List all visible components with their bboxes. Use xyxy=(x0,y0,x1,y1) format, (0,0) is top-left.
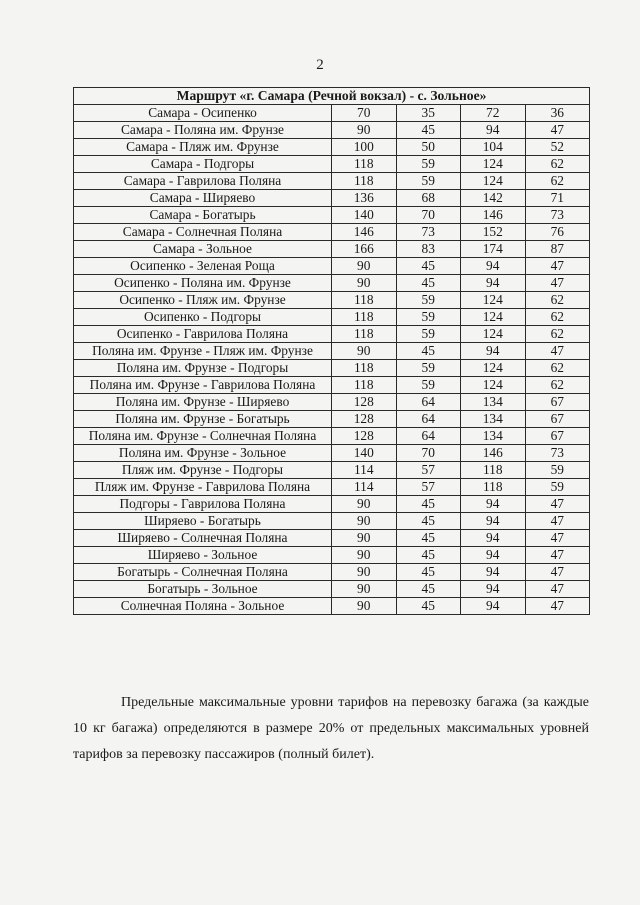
table-row xyxy=(74,224,590,241)
value-cell-3: 124 xyxy=(461,377,526,394)
route-cell: Самара - Гаврилова Поляна xyxy=(74,173,332,190)
value-cell-1: 90 xyxy=(332,564,397,581)
value-cell-1: 118 xyxy=(332,309,397,326)
route-cell: Поляна им. Фрунзе - Подгоры xyxy=(74,360,332,377)
table-row xyxy=(74,513,590,530)
route-cell: Поляна им. Фрунзе - Ширяево xyxy=(74,394,332,411)
value-cell-1: 90 xyxy=(332,530,397,547)
value-cell-3: 118 xyxy=(461,462,526,479)
value-cell-3: 94 xyxy=(461,343,526,360)
table-row xyxy=(74,360,590,377)
route-cell: Самара - Осипенко xyxy=(74,105,332,122)
value-cell-3: 124 xyxy=(461,360,526,377)
value-cell-3: 94 xyxy=(461,598,526,615)
value-cell-4: 47 xyxy=(525,343,590,360)
value-cell-3: 94 xyxy=(461,581,526,598)
table-row xyxy=(74,377,590,394)
route-cell: Самара - Солнечная Поляна xyxy=(74,224,332,241)
table-row xyxy=(74,581,590,598)
value-cell-1: 90 xyxy=(332,496,397,513)
value-cell-3: 124 xyxy=(461,173,526,190)
value-cell-2: 64 xyxy=(396,411,461,428)
value-cell-1: 166 xyxy=(332,241,397,258)
value-cell-1: 90 xyxy=(332,122,397,139)
value-cell-1: 118 xyxy=(332,326,397,343)
route-cell: Самара - Пляж им. Фрунзе xyxy=(74,139,332,156)
route-cell: Самара - Подгоры xyxy=(74,156,332,173)
value-cell-2: 50 xyxy=(396,139,461,156)
value-cell-4: 62 xyxy=(525,360,590,377)
value-cell-1: 90 xyxy=(332,343,397,360)
value-cell-3: 124 xyxy=(461,156,526,173)
table-row xyxy=(74,258,590,275)
route-cell: Богатырь - Солнечная Поляна xyxy=(74,564,332,581)
value-cell-2: 59 xyxy=(396,173,461,190)
value-cell-3: 146 xyxy=(461,445,526,462)
value-cell-4: 62 xyxy=(525,326,590,343)
value-cell-3: 134 xyxy=(461,411,526,428)
value-cell-2: 45 xyxy=(396,547,461,564)
route-cell: Ширяево - Зольное xyxy=(74,547,332,564)
value-cell-4: 73 xyxy=(525,445,590,462)
value-cell-3: 104 xyxy=(461,139,526,156)
value-cell-2: 70 xyxy=(396,207,461,224)
value-cell-4: 87 xyxy=(525,241,590,258)
value-cell-3: 174 xyxy=(461,241,526,258)
value-cell-2: 45 xyxy=(396,496,461,513)
value-cell-3: 94 xyxy=(461,513,526,530)
table-row xyxy=(74,105,590,122)
value-cell-4: 47 xyxy=(525,122,590,139)
route-cell: Поляна им. Фрунзе - Пляж им. Фрунзе xyxy=(74,343,332,360)
page-number: 2 xyxy=(316,57,324,73)
route-cell: Ширяево - Богатырь xyxy=(74,513,332,530)
table-row xyxy=(74,343,590,360)
value-cell-3: 94 xyxy=(461,496,526,513)
value-cell-4: 47 xyxy=(525,547,590,564)
value-cell-4: 47 xyxy=(525,564,590,581)
value-cell-2: 64 xyxy=(396,394,461,411)
route-cell: Осипенко - Поляна им. Фрунзе xyxy=(74,275,332,292)
table-row xyxy=(74,173,590,190)
route-cell: Самара - Ширяево xyxy=(74,190,332,207)
value-cell-4: 52 xyxy=(525,139,590,156)
value-cell-2: 57 xyxy=(396,479,461,496)
route-cell: Самара - Поляна им. Фрунзе xyxy=(74,122,332,139)
table-row xyxy=(74,411,590,428)
value-cell-4: 76 xyxy=(525,224,590,241)
value-cell-1: 114 xyxy=(332,479,397,496)
value-cell-1: 128 xyxy=(332,428,397,445)
value-cell-2: 59 xyxy=(396,360,461,377)
value-cell-4: 73 xyxy=(525,207,590,224)
table-row xyxy=(74,309,590,326)
value-cell-2: 59 xyxy=(396,309,461,326)
value-cell-2: 45 xyxy=(396,343,461,360)
table-row xyxy=(74,530,590,547)
value-cell-1: 118 xyxy=(332,173,397,190)
route-cell: Пляж им. Фрунзе - Подгоры xyxy=(74,462,332,479)
value-cell-2: 73 xyxy=(396,224,461,241)
route-cell: Солнечная Поляна - Зольное xyxy=(74,598,332,615)
value-cell-4: 62 xyxy=(525,156,590,173)
value-cell-2: 68 xyxy=(396,190,461,207)
value-cell-3: 152 xyxy=(461,224,526,241)
value-cell-1: 140 xyxy=(332,207,397,224)
value-cell-3: 72 xyxy=(461,105,526,122)
value-cell-2: 70 xyxy=(396,445,461,462)
value-cell-4: 47 xyxy=(525,513,590,530)
value-cell-4: 47 xyxy=(525,275,590,292)
value-cell-1: 118 xyxy=(332,292,397,309)
table-row xyxy=(74,496,590,513)
tariff-table-body xyxy=(74,105,590,615)
value-cell-2: 64 xyxy=(396,428,461,445)
value-cell-1: 118 xyxy=(332,377,397,394)
route-cell: Самара - Зольное xyxy=(74,241,332,258)
value-cell-3: 124 xyxy=(461,292,526,309)
value-cell-2: 45 xyxy=(396,513,461,530)
value-cell-2: 59 xyxy=(396,377,461,394)
route-cell: Поляна им. Фрунзе - Богатырь xyxy=(74,411,332,428)
value-cell-1: 100 xyxy=(332,139,397,156)
baggage-tariff-paragraph: Предельные максимальные уровни тарифов на перевозку багажа (за каждые 10 кг багажа) определяются в размере 20% от предельных максимальных уровней тарифов за перевозку пассажиров (полный билет). xyxy=(73,695,589,762)
table-row xyxy=(74,462,590,479)
route-cell: Осипенко - Подгоры xyxy=(74,309,332,326)
value-cell-4: 47 xyxy=(525,258,590,275)
value-cell-4: 62 xyxy=(525,377,590,394)
value-cell-3: 94 xyxy=(461,122,526,139)
route-cell: Подгоры - Гаврилова Поляна xyxy=(74,496,332,513)
table-row xyxy=(74,326,590,343)
value-cell-2: 45 xyxy=(396,275,461,292)
value-cell-3: 134 xyxy=(461,394,526,411)
route-cell: Поляна им. Фрунзе - Солнечная Поляна xyxy=(74,428,332,445)
value-cell-4: 47 xyxy=(525,496,590,513)
route-cell: Осипенко - Гаврилова Поляна xyxy=(74,326,332,343)
table-row xyxy=(74,547,590,564)
value-cell-4: 36 xyxy=(525,105,590,122)
value-cell-3: 146 xyxy=(461,207,526,224)
value-cell-3: 94 xyxy=(461,258,526,275)
tariff-table xyxy=(73,87,590,615)
value-cell-3: 94 xyxy=(461,530,526,547)
value-cell-2: 45 xyxy=(396,122,461,139)
value-cell-1: 128 xyxy=(332,411,397,428)
value-cell-4: 71 xyxy=(525,190,590,207)
value-cell-4: 47 xyxy=(525,581,590,598)
route-cell: Осипенко - Пляж им. Фрунзе xyxy=(74,292,332,309)
value-cell-3: 142 xyxy=(461,190,526,207)
table-row xyxy=(74,207,590,224)
value-cell-2: 45 xyxy=(396,564,461,581)
value-cell-1: 90 xyxy=(332,275,397,292)
route-cell: Поляна им. Фрунзе - Зольное xyxy=(74,445,332,462)
value-cell-4: 67 xyxy=(525,428,590,445)
value-cell-3: 134 xyxy=(461,428,526,445)
value-cell-2: 59 xyxy=(396,326,461,343)
value-cell-1: 90 xyxy=(332,581,397,598)
table-row xyxy=(74,445,590,462)
table-row xyxy=(74,241,590,258)
route-cell: Богатырь - Зольное xyxy=(74,581,332,598)
value-cell-3: 124 xyxy=(461,309,526,326)
value-cell-2: 45 xyxy=(396,530,461,547)
table-title: Маршрут «г. Самара (Речной вокзал) - с. Зольное» xyxy=(74,88,590,105)
value-cell-3: 118 xyxy=(461,479,526,496)
value-cell-3: 94 xyxy=(461,547,526,564)
table-row xyxy=(74,292,590,309)
table-row xyxy=(74,598,590,615)
route-cell: Пляж им. Фрунзе - Гаврилова Поляна xyxy=(74,479,332,496)
value-cell-4: 67 xyxy=(525,411,590,428)
value-cell-1: 70 xyxy=(332,105,397,122)
route-cell: Ширяево - Солнечная Поляна xyxy=(74,530,332,547)
route-cell: Самара - Богатырь xyxy=(74,207,332,224)
value-cell-4: 47 xyxy=(525,598,590,615)
table-row xyxy=(74,122,590,139)
value-cell-1: 136 xyxy=(332,190,397,207)
value-cell-1: 118 xyxy=(332,360,397,377)
value-cell-3: 94 xyxy=(461,275,526,292)
value-cell-4: 62 xyxy=(525,173,590,190)
table-row xyxy=(74,394,590,411)
value-cell-2: 45 xyxy=(396,598,461,615)
value-cell-2: 45 xyxy=(396,258,461,275)
value-cell-1: 128 xyxy=(332,394,397,411)
value-cell-1: 90 xyxy=(332,547,397,564)
value-cell-1: 140 xyxy=(332,445,397,462)
table-row xyxy=(74,479,590,496)
value-cell-4: 67 xyxy=(525,394,590,411)
value-cell-1: 118 xyxy=(332,156,397,173)
value-cell-1: 90 xyxy=(332,258,397,275)
table-row xyxy=(74,275,590,292)
value-cell-1: 90 xyxy=(332,598,397,615)
value-cell-4: 62 xyxy=(525,309,590,326)
table-row xyxy=(74,428,590,445)
table-row xyxy=(74,564,590,581)
value-cell-4: 59 xyxy=(525,479,590,496)
value-cell-2: 59 xyxy=(396,156,461,173)
value-cell-3: 124 xyxy=(461,326,526,343)
value-cell-2: 59 xyxy=(396,292,461,309)
value-cell-2: 45 xyxy=(396,581,461,598)
table-row xyxy=(74,156,590,173)
route-cell: Осипенко - Зеленая Роща xyxy=(74,258,332,275)
value-cell-1: 90 xyxy=(332,513,397,530)
value-cell-2: 35 xyxy=(396,105,461,122)
value-cell-3: 94 xyxy=(461,564,526,581)
value-cell-2: 83 xyxy=(396,241,461,258)
table-row xyxy=(74,190,590,207)
value-cell-1: 114 xyxy=(332,462,397,479)
table-title-row xyxy=(74,88,590,105)
table-row xyxy=(74,139,590,156)
value-cell-4: 47 xyxy=(525,530,590,547)
route-cell: Поляна им. Фрунзе - Гаврилова Поляна xyxy=(74,377,332,394)
value-cell-4: 59 xyxy=(525,462,590,479)
value-cell-2: 57 xyxy=(396,462,461,479)
value-cell-4: 62 xyxy=(525,292,590,309)
value-cell-1: 146 xyxy=(332,224,397,241)
